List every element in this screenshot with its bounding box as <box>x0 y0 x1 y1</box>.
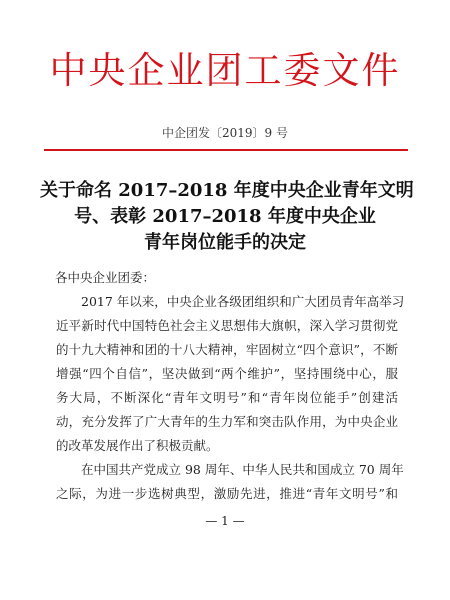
paragraph-line: 近平新时代中国特色社会主义思想伟大旗帜，深入学习贯彻党 <box>56 318 398 333</box>
body-paragraph <box>56 290 405 458</box>
paragraph-line: 之际，为进一步选树典型，激励先进，推进“青年文明号”和 <box>56 486 398 501</box>
paragraph-line: 的改革发展作出了积极贡献。 <box>56 438 219 453</box>
page-number: — 1 — <box>205 514 245 528</box>
paragraph-line: 动，充分发挥了广大青年的生力军和突击队作用，为中央企业 <box>56 414 398 429</box>
body-paragraph <box>56 458 404 506</box>
salutation: 各中央企业团委： <box>55 270 156 285</box>
paragraph-line: 务大局，不断深化“青年文明号”和“青年岗位能手”创建活 <box>56 390 398 405</box>
title-line: 青年岗位能手的决定 <box>144 232 306 253</box>
title-line: 号、表彰 2017–2018 年度中央企业 <box>74 206 376 227</box>
paragraph-line: 2017 年以来，中央企业各级团组织和广大团员青年高举习 <box>56 294 405 309</box>
document-number: 中企团发〔2019〕9 号 <box>162 126 288 140</box>
red-divider-rule <box>44 149 408 151</box>
document-title <box>40 178 414 256</box>
paragraph-line: 的十九大精神和团的十八大精神，牢固树立“四个意识”，不断 <box>56 342 398 357</box>
paragraph-line: 在中国共产党成立 98 周年、中华人民共和国成立 70 周年 <box>56 462 404 477</box>
paragraph-line: 增强“四个自信”，坚决做到“两个维护”，坚持围绕中心，服 <box>56 366 398 381</box>
title-line: 关于命名 2017–2018 年度中央企业青年文明 <box>40 180 414 201</box>
document-header-title: 中央企业团工委文件 <box>49 49 401 92</box>
